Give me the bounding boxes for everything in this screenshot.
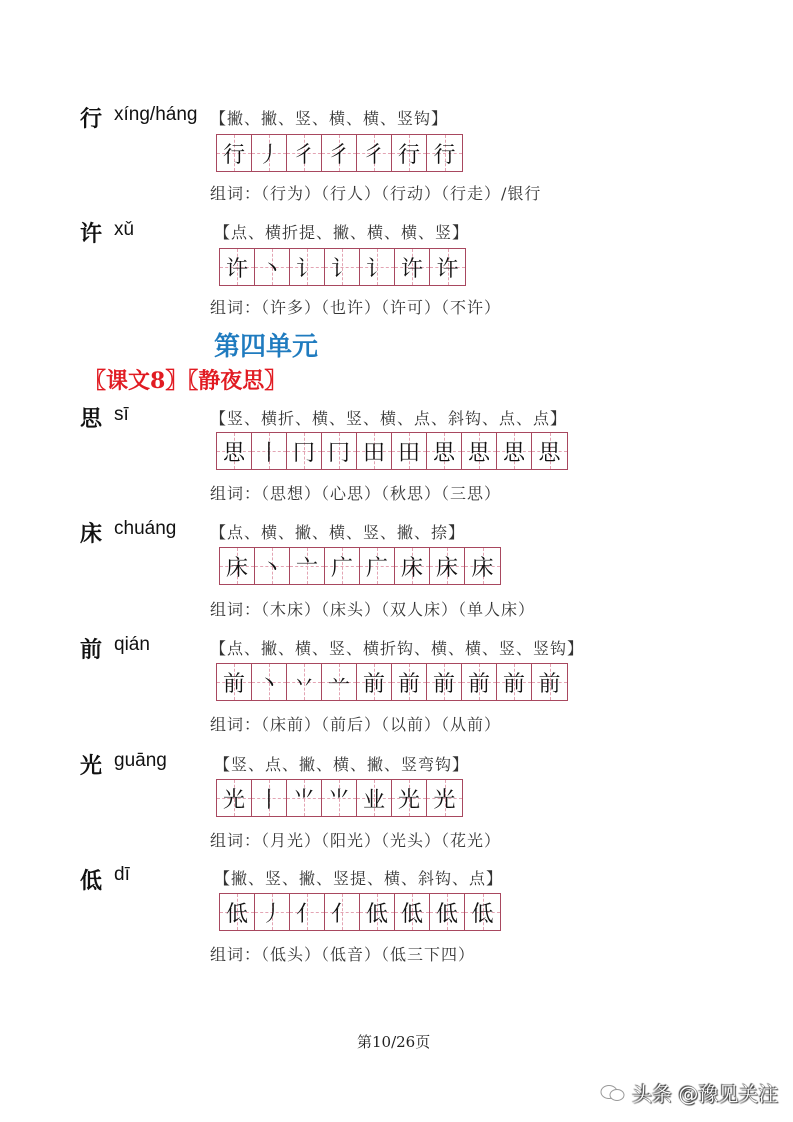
entry-char: 低 (80, 869, 103, 894)
stroke-grid (216, 779, 463, 817)
stroke-order: 【点、撇、横、竖、横折钩、横、横、竖、竖钩】 (210, 639, 585, 658)
grid-cell: 广 (360, 548, 395, 584)
page-number: 第10/26页 (357, 1033, 431, 1051)
grid-cell: 思 (462, 433, 497, 469)
grid-cell: 冂 (322, 433, 357, 469)
grid-cell: 丨 (252, 780, 287, 816)
grid-cell: 亠 (290, 548, 325, 584)
grid-cell: 丶 (255, 548, 290, 584)
grid-cell: 业 (357, 780, 392, 816)
grid-cell: 前 (427, 664, 462, 700)
stroke-grid (216, 663, 568, 701)
entry-pinyin: dī (114, 864, 130, 885)
entry-char: 行 (80, 107, 103, 132)
unit-title: 第四单元 (214, 332, 319, 362)
grid-cell: 前 (532, 664, 567, 700)
stroke-order: 【竖、点、撇、横、撇、竖弯钩】 (214, 755, 470, 774)
grid-cell: 彳 (287, 135, 322, 171)
stroke-order: 【撇、竖、撇、竖提、横、斜钩、点】 (214, 869, 504, 888)
grid-cell: 光 (217, 780, 252, 816)
grid-cell: 彳 (357, 135, 392, 171)
grid-cell: 丷 (287, 664, 322, 700)
entry-char: 床 (80, 522, 103, 547)
grid-cell: 思 (217, 433, 252, 469)
watermark-text: 头条 @豫见关注 (632, 1082, 779, 1106)
stroke-order: 【点、横、撇、横、竖、撇、捺】 (210, 523, 466, 542)
grid-cell: 丨 (252, 433, 287, 469)
grid-cell: 床 (220, 548, 255, 584)
grid-cell: 思 (532, 433, 567, 469)
grid-cell: 思 (497, 433, 532, 469)
grid-cell: 彳 (322, 135, 357, 171)
grid-cell: 前 (217, 664, 252, 700)
grid-cell: 䒑 (322, 664, 357, 700)
grid-cell: 低 (360, 894, 395, 930)
stroke-order: 【点、横折提、撇、横、横、竖】 (214, 223, 470, 242)
grid-cell: 丶 (252, 664, 287, 700)
entry-char: 思 (80, 407, 103, 432)
grid-cell: 讠 (290, 249, 325, 285)
lesson-title: 〖课文8〗〖静夜思〗 (84, 368, 287, 394)
grid-cell: 行 (392, 135, 427, 171)
word-list: 组词：（木床）（床头）（双人床）（单人床） (210, 600, 536, 619)
grid-cell: 前 (462, 664, 497, 700)
stroke-grid (219, 248, 466, 286)
grid-cell: 田 (392, 433, 427, 469)
word-list: 组词：（低头）（低音）（低三下四） (210, 945, 476, 964)
grid-cell: 床 (465, 548, 500, 584)
grid-cell: 低 (395, 894, 430, 930)
grid-cell: 前 (357, 664, 392, 700)
grid-cell: 床 (430, 548, 465, 584)
grid-cell: 丶 (255, 249, 290, 285)
grid-cell: ⺌ (287, 780, 322, 816)
entry-pinyin: xíng/háng (114, 104, 198, 125)
stroke-grid (219, 547, 501, 585)
grid-cell: 行 (427, 135, 462, 171)
stroke-order: 【竖、横折、横、竖、横、点、斜钩、点、点】 (210, 409, 568, 428)
entry-pinyin: xǔ (114, 219, 135, 240)
grid-cell: 丿 (255, 894, 290, 930)
stroke-order: 【撇、撇、竖、横、横、竖钩】 (210, 109, 449, 128)
word-list: 组词：（行为）（行人）（行动）（行走）/银行 (210, 184, 542, 203)
grid-cell: 许 (220, 249, 255, 285)
stroke-grid (216, 134, 463, 172)
entry-char: 光 (80, 754, 103, 779)
grid-cell: 广 (325, 548, 360, 584)
grid-cell: 讠 (325, 249, 360, 285)
grid-cell: 田 (357, 433, 392, 469)
grid-cell: 冂 (287, 433, 322, 469)
stroke-grid (219, 893, 501, 931)
stroke-grid (216, 432, 568, 470)
word-list: 组词：（床前）（前后）（以前）（从前） (210, 715, 502, 734)
entry-char: 前 (80, 638, 103, 663)
grid-cell: 低 (465, 894, 500, 930)
entry-char: 许 (80, 222, 103, 247)
chat-bubbles-icon (600, 1083, 626, 1103)
grid-cell: 讠 (360, 249, 395, 285)
grid-cell: 床 (395, 548, 430, 584)
grid-cell: 前 (392, 664, 427, 700)
grid-cell: 亻 (325, 894, 360, 930)
grid-cell: 思 (427, 433, 462, 469)
grid-cell: 丿 (252, 135, 287, 171)
grid-cell: ⺌ (322, 780, 357, 816)
grid-cell: 许 (395, 249, 430, 285)
word-list: 组词：（思想）（心思）（秋思）（三思） (210, 484, 502, 503)
entry-pinyin: sī (114, 404, 129, 425)
grid-cell: 低 (220, 894, 255, 930)
watermark (600, 1078, 778, 1107)
grid-cell: 低 (430, 894, 465, 930)
grid-cell: 亻 (290, 894, 325, 930)
entry-pinyin: qián (114, 634, 150, 655)
grid-cell: 光 (392, 780, 427, 816)
entry-pinyin: chuáng (114, 518, 177, 539)
grid-cell: 前 (497, 664, 532, 700)
word-list: 组词：（月光）（阳光）（光头）（花光） (210, 831, 502, 850)
word-list: 组词：（许多）（也许）（许可）（不许） (210, 298, 502, 317)
grid-cell: 行 (217, 135, 252, 171)
grid-cell: 光 (427, 780, 462, 816)
entry-pinyin: guāng (114, 750, 167, 771)
grid-cell: 许 (430, 249, 465, 285)
